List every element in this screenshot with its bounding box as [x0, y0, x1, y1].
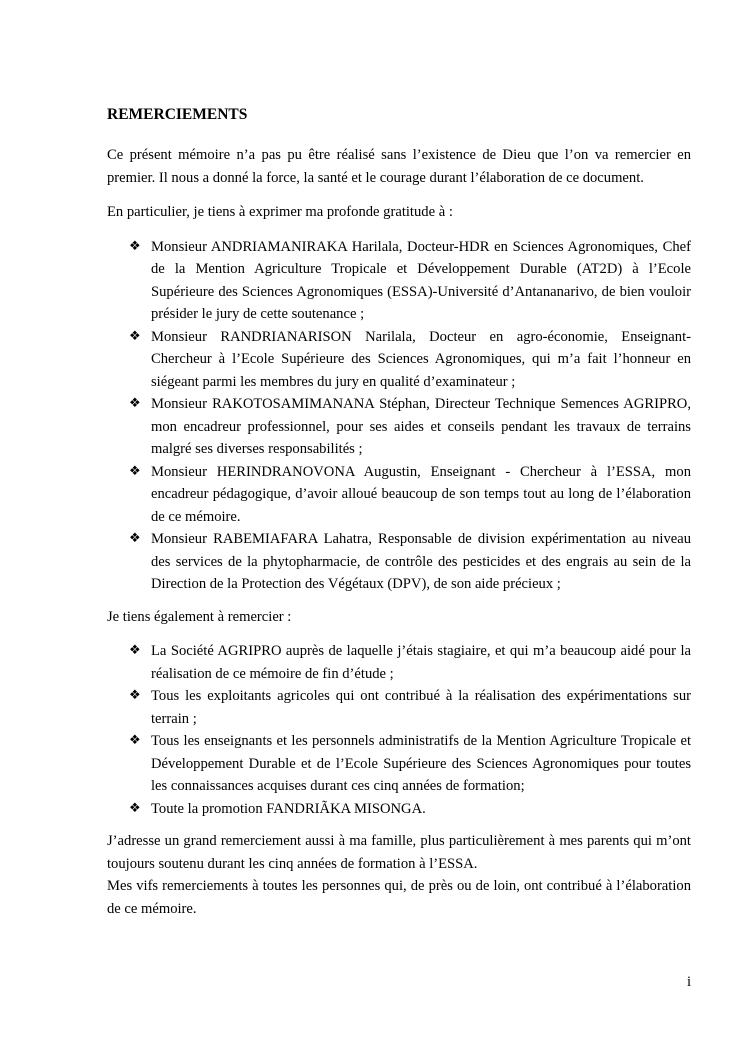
diamond-dots-icon: ❖ — [129, 531, 141, 546]
family-paragraph: J’adresse un grand remerciement aussi à ma famille, plus particulièrement à mes parents qui m’ont toujours soutenu durant les cinq années de formation à l’ESSA. — [107, 833, 691, 872]
list-item-text: Tous les enseignants et les personnels administratifs de la Mention Agriculture Tropicale et Développement Durable et de l’Ecole Supérieure des Sciences Agronomiques pour toutes les connaissances acquises durant ces cinq années de formation; — [151, 733, 691, 794]
diamond-dots-icon: ❖ — [129, 328, 141, 344]
intro-paragraph: Ce présent mémoire n’a pas pu être réalisé sans l’existence de Dieu que l’on va remercier en premier. Il nous a donné la force, la santé et le courage durant l’élaboration de ce document. — [107, 147, 691, 186]
others-list — [107, 640, 691, 820]
list-item — [129, 640, 691, 685]
list-item — [129, 685, 691, 730]
list-item-text: Monsieur RANDRIANARISON Narilala, Docteur en agro-économie, Enseignant-Chercheur à l’Ecole Supérieure des Sciences Agronomiques, qui m’a fait l’honneur en siégeant parmi les membres du jury en qualité d’examinateur ; — [151, 328, 691, 390]
diamond-dots-icon: ❖ — [129, 688, 141, 703]
list-item — [129, 326, 691, 394]
list-item — [129, 528, 691, 596]
page-number: i — [686, 974, 691, 990]
list-item-text: Tous les exploitants agricoles qui ont contribué à la réalisation des expérimentations sur terrain ; — [151, 688, 691, 727]
diamond-dots-icon: ❖ — [129, 643, 141, 658]
diamond-dots-icon: ❖ — [129, 396, 141, 411]
list-item-text: Monsieur ANDRIAMANIRAKA Harilala, Docteur-HDR en Sciences Agronomiques, Chef de la Mention Agriculture Tropicale et Développement Durable (AT2D) à l’Ecole Supérieure des Sciences Agronomiques (ESSA)-Université d’Antananarivo, de bien vouloir présider le jury de cette soutenance ; — [151, 238, 691, 322]
list-item — [129, 393, 691, 461]
list-item-text: Monsieur HERINDRANOVONA Augustin, Enseignant - Chercheur à l’ESSA, mon encadreur pédagogique, d’avoir alloué beaucoup de son temps tout au long de l’élaboration de ce mémoire. — [151, 463, 691, 525]
list-item-text: Monsieur RABEMIAFARA Lahatra, Responsable de division expérimentation au niveau des services de la phytopharmacie, de contrôle des pesticides et des engrais au sein de la Direction de la Protection des Végétaux (DPV), de son aide précieux ; — [151, 531, 691, 592]
list-item — [129, 461, 691, 529]
document-body — [107, 104, 691, 920]
jury-list — [107, 236, 691, 596]
gratitude-intro: En particulier, je tiens à exprimer ma profonde gratitude à : — [107, 204, 453, 220]
diamond-dots-icon: ❖ — [129, 800, 141, 816]
closing-paragraph: Mes vifs remerciements à toutes les personnes qui, de près ou de loin, ont contribué à l’élaboration de ce mémoire. — [107, 878, 691, 917]
list-item — [129, 236, 691, 326]
page-title: REMERCIEMENTS — [107, 106, 248, 123]
list-item — [129, 798, 691, 821]
diamond-dots-icon: ❖ — [129, 463, 141, 479]
list-item-text: Toute la promotion FANDRIÃKA MISONGA. — [151, 800, 426, 817]
also-thanks-intro: Je tiens également à remercier : — [107, 608, 292, 625]
list-item-text: La Société AGRIPRO auprès de laquelle j’étais stagiaire, et qui m’a beaucoup aidé pour la réalisation de ce mémoire de fin d’étude ; — [151, 643, 691, 682]
diamond-dots-icon: ❖ — [129, 733, 141, 748]
list-item-text: Monsieur RAKOTOSAMIMANANA Stéphan, Directeur Technique Semences AGRIPRO, mon encadreur professionnel, pour ses aides et conseils pendant les travaux de terrains malgré ses diverses responsabilités ; — [151, 396, 691, 457]
diamond-dots-icon: ❖ — [129, 238, 141, 254]
list-item — [129, 730, 691, 798]
